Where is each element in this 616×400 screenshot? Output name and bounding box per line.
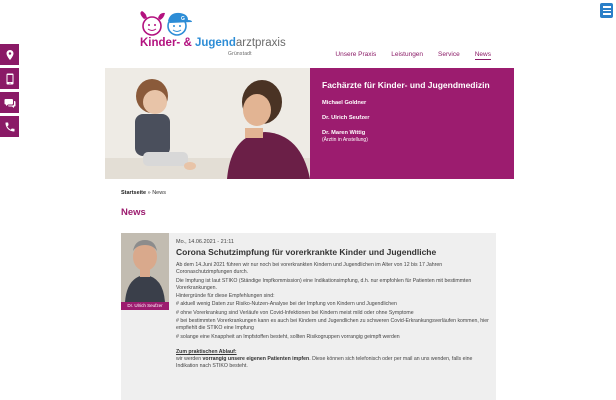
doctor-name: Michael Goldner xyxy=(322,100,367,106)
author-portrait xyxy=(121,233,169,302)
hero-banner xyxy=(105,68,514,179)
hamburger-icon-line xyxy=(603,6,611,8)
kids-faces-logo-icon xyxy=(130,9,210,37)
breadcrumb-current: News xyxy=(152,190,166,196)
phone-mobile-icon[interactable] xyxy=(0,68,19,89)
nav-item-service[interactable]: Service xyxy=(438,51,460,58)
breadcrumb xyxy=(121,190,166,196)
post-date: Mo., 14.06.2021 - 21:11 xyxy=(176,239,234,245)
post-bullet: # aktuell wenig Daten zur Risiko-Nutzen-Analyse bei der Impfung von Kindern und Jugendlichen xyxy=(176,301,397,308)
post-text: wir werden xyxy=(176,355,203,362)
logo-word-kinder: Kinder- xyxy=(140,37,181,49)
breadcrumb-separator: » xyxy=(146,190,153,196)
logo-word-jugend: Jugend xyxy=(194,37,236,49)
news-post xyxy=(121,233,496,400)
site-logo[interactable] xyxy=(130,9,286,59)
nav-item-news[interactable]: News xyxy=(474,51,491,58)
hamburger-icon-line xyxy=(603,13,611,15)
post-text: . Diese können sich telefonisch oder per mail an uns wenden, falls eine Indikation nach STIKO besteht. xyxy=(176,355,473,370)
chat-icon[interactable] xyxy=(0,92,19,113)
hamburger-icon-line xyxy=(603,10,611,12)
banner-info-panel xyxy=(310,68,514,179)
phone-icon[interactable] xyxy=(0,116,19,137)
banner-title: Fachärzte für Kinder- und Jugendmedizin xyxy=(322,80,490,90)
post-paragraph: Ab dem 14.Juni 2021 führen wir nur noch bei vorerkrankten Kindern und Jugendlichen im Alter von 12 bis 17 Jahren Coronaschutzimpfungen durch. xyxy=(176,262,443,276)
post-bullet: # solange eine Knappheit an Impfstoffen besteht, sollten Risikogruppen vorrangig geimpft werden xyxy=(176,333,400,340)
breadcrumb-home-link[interactable]: Startseite xyxy=(121,190,147,196)
post-body xyxy=(176,239,491,372)
doctor-with-child-photo xyxy=(105,68,310,179)
nav-item-leistungen[interactable]: Leistungen xyxy=(391,51,424,58)
post-text-bold: vorrangig unsere eigenen Patienten impfen xyxy=(202,355,310,362)
contact-icon-bar xyxy=(0,44,19,140)
menu-toggle-button[interactable] xyxy=(600,3,613,18)
post-bullet: # bei bestimmten Vorerkrankungen kann es auch bei Kindern und Jugendlichen zu schweren Covid-Erkrankungsverläufen kommen, hier empfiehlt die STIKO eine Impfung xyxy=(176,318,489,332)
author-photo xyxy=(121,233,169,302)
author-card xyxy=(121,233,169,310)
logo-ampersand: & xyxy=(180,37,195,49)
doctor-note: (Ärztin in Anstellung) xyxy=(322,137,368,143)
doctor-name: Dr. Maren Wittig xyxy=(322,130,366,136)
post-paragraph: Die Impfung ist laut STIKO (Ständige Impfkommission) eine Indikationsimpfung, d.h. nur empfohlen für Patienten mit bestimmten Vorerkrankungen. xyxy=(176,277,472,291)
banner-photo xyxy=(105,68,310,179)
logo-wordmark xyxy=(140,37,286,49)
author-name: Dr. Ulrich Seufzer xyxy=(121,302,169,310)
logo-location: Grünstadt xyxy=(228,51,252,57)
main-navigation xyxy=(335,51,491,60)
logo-word-arztpraxis: arztpraxis xyxy=(235,37,286,49)
post-bullet: # ohne Vorerkrankung sind Verläufe von Covid-Infektionen bei Kindern meist mild oder ohne Symptome xyxy=(176,309,414,316)
doctor-name: Dr. Ulrich Seufzer xyxy=(322,115,370,121)
post-subheading: Zum praktischen Ablauf: xyxy=(176,348,237,355)
post-paragraph: Hintergründe für diese Empfehlungen sind: xyxy=(176,293,275,300)
page-title: News xyxy=(121,207,146,218)
post-paragraph xyxy=(176,356,491,371)
svg-text:G: G xyxy=(181,16,185,22)
nav-item-unsere-praxis[interactable]: Unsere Praxis xyxy=(335,51,377,58)
post-title[interactable]: Corona Schutzimpfung für vorerkrankte Kinder und Jugendliche xyxy=(176,247,437,257)
map-pin-icon[interactable] xyxy=(0,44,19,65)
